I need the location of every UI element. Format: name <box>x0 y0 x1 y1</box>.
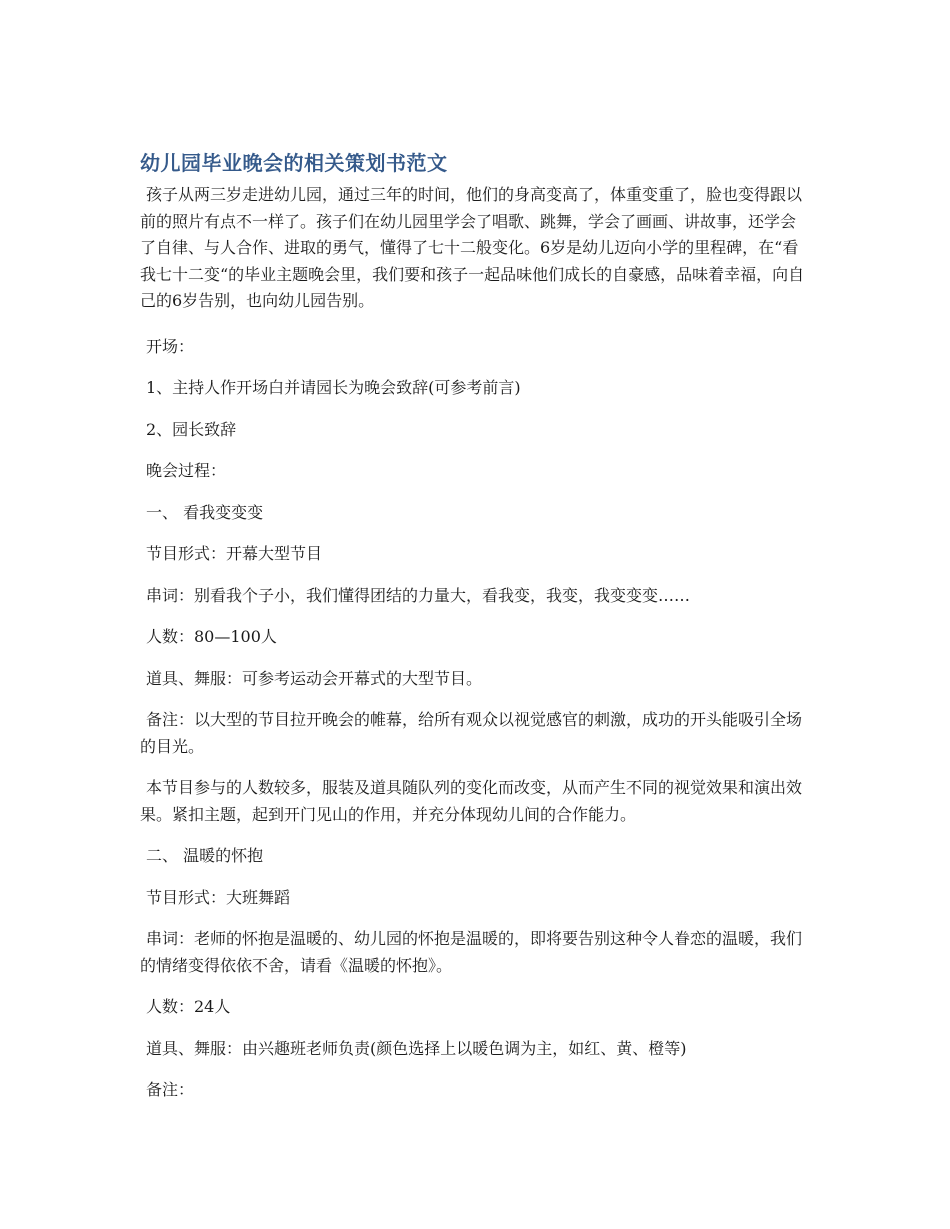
program-1-note: 备注：以大型的节目拉开晚会的帷幕，给所有观众以视觉感官的刺激，成功的开头能吸引全场的目光。 <box>140 710 803 756</box>
program-2-format: 节目形式：大班舞蹈 <box>146 887 291 907</box>
program-2-props: 道具、舞服：由兴趣班老师负责(颜色选择上以暖色调为主，如红、黄、橙等) <box>146 1038 687 1058</box>
program-1-title: 一、 看我变变变 <box>146 502 264 522</box>
process-heading: 晚会过程： <box>146 461 227 480</box>
program-1-format: 节目形式：开幕大型节目 <box>146 544 323 563</box>
document-body <box>140 148 808 1119</box>
opening-item-2: 2、园长致辞 <box>146 419 237 439</box>
opening-heading: 开场： <box>146 336 195 356</box>
program-1-detail: 本节目参与的人数较多，服装及道具随队列的变化而改变，从而产生不同的视觉效果和演出效果。紧扣主题，起到开门见山的作用，并充分体现幼儿间的合作能力。 <box>140 778 803 824</box>
program-2-title: 二、 温暖的怀抱 <box>146 846 264 865</box>
program-1-script: 串词：别看我个子小，我们懂得团结的力量大，看我变，我变，我变变变…… <box>146 585 691 605</box>
program-2-count: 人数：24人 <box>146 997 231 1016</box>
document-title: 幼儿园毕业晚会的相关策划书范文 <box>140 151 448 175</box>
program-1-count: 人数：80—100人 <box>146 627 277 646</box>
program-2-note: 备注： <box>146 1080 195 1099</box>
opening-item-1: 1、主持人作开场白并请园长为晚会致辞(可参考前言) <box>146 378 521 397</box>
intro-paragraph: 孩子从两三岁走进幼儿园，通过三年的时间，他们的身高变高了，体重变重了，脸也变得跟以前的照片有点不一样了。孩子们在幼儿园里学会了唱歌、跳舞，学会了画画、讲故事，还学会了自律、与人合作、进取的勇气，懂得了七十二般变化。6岁是幼儿迈向小学的里程碑，在“看我七十二变“的毕业主题晚会里，我们要和孩子一起品味他们成长的自豪感，品味着幸福，向自己的6岁告别，也向幼儿园告别。 <box>140 185 805 310</box>
program-1-props: 道具、舞服：可参考运动会开幕式的大型节目。 <box>146 668 483 688</box>
program-2-script: 串词：老师的怀抱是温暖的、幼儿园的怀抱是温暖的，即将要告别这种令人眷恋的温暖，我们的情绪变得依依不舍，请看《温暖的怀抱》。 <box>140 929 803 975</box>
